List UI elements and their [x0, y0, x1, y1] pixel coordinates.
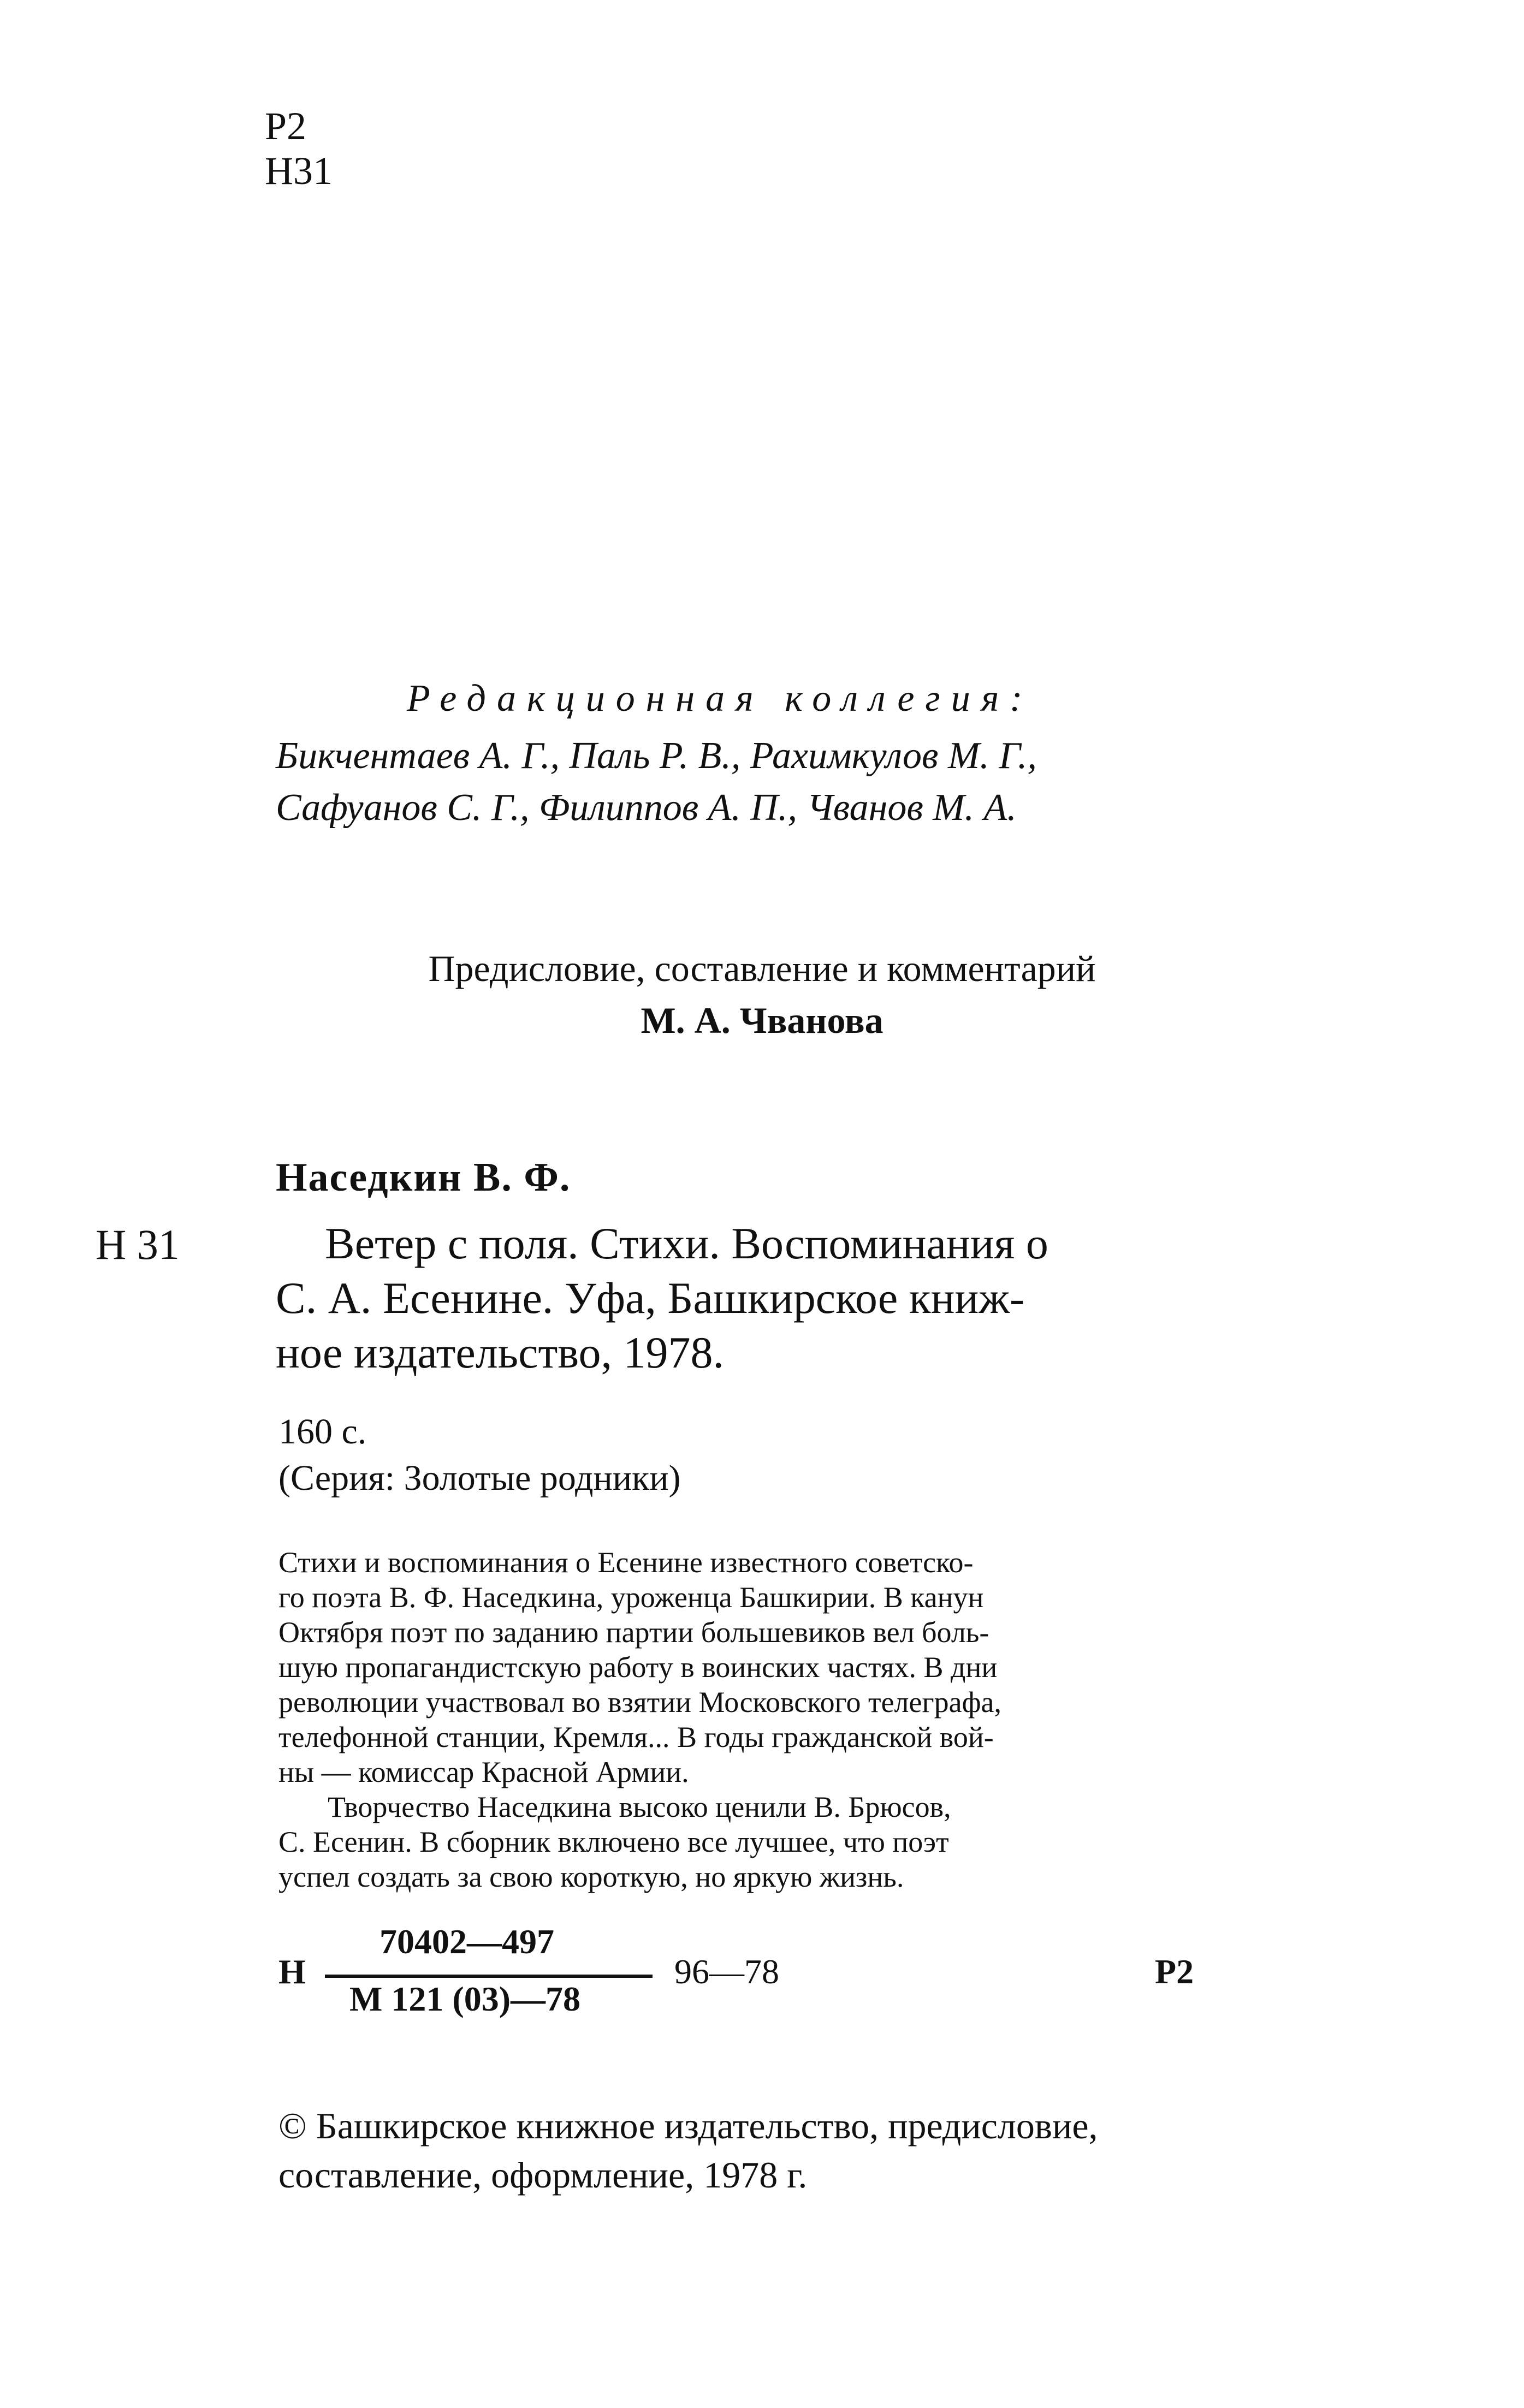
code-denominator: М 121 (03)—78 — [349, 1979, 581, 2018]
index-code: Н 31 — [96, 1221, 180, 1268]
code-prefix: Н — [278, 1952, 306, 1991]
title-line-2: С. А. Есенине. Уфа, Башкирское книж- — [276, 1273, 1025, 1323]
annotation-line: го поэта В. Ф. Наседкина, уроженца Башкирии. В канун — [278, 1581, 984, 1614]
copyright-line-1: © Башкирское книжное издательство, предисловие, — [278, 2105, 1098, 2147]
preface-author: М. А. Чванова — [641, 1000, 883, 1041]
annotation-line: телефонной станции, Кремля... В годы гражданской вой- — [278, 1721, 994, 1753]
code-numerator: 70402—497 — [379, 1922, 554, 1961]
page-count: 160 с. — [278, 1412, 367, 1452]
title-line-3: ное издательство, 1978. — [276, 1328, 725, 1377]
annotation-line: ны — комиссар Красной Армии. — [278, 1756, 689, 1788]
editorial-board-heading: Редакционная коллегия: — [407, 677, 1034, 720]
annotation-line: Стихи и воспоминания о Есенине известного советско- — [278, 1546, 974, 1579]
annotation — [278, 1545, 1207, 1894]
series-name: (Серия: Золотые родники) — [278, 1458, 681, 1498]
classification-code — [265, 104, 333, 193]
annotation-line: Творчество Наседкина высоко ценили В. Брюсов, — [328, 1791, 951, 1823]
classification-line-2: Н31 — [265, 149, 333, 193]
annotation-line: Октября поэт по заданию партии большевиков вел боль- — [278, 1616, 989, 1649]
annotation-line: революции участвовал во взятии Московского телеграфа, — [278, 1686, 1002, 1719]
title-line-1: Ветер с поля. Стихи. Воспоминания о — [325, 1218, 1048, 1268]
annotation-line: успел создать за свою короткую, но яркую жизнь. — [278, 1860, 904, 1893]
annotation-line: С. Есенин. В сборник включено все лучшее, что поэт — [278, 1826, 949, 1858]
code-suffix: 96—78 — [674, 1952, 779, 1991]
code-class: Р2 — [1155, 1952, 1194, 1991]
preface-credit: Предисловие, составление и комментарий — [428, 948, 1096, 989]
copyright-line-2: составление, оформление, 1978 г. — [278, 2154, 808, 2196]
classification-line-1: Р2 — [265, 104, 307, 148]
editorial-board-line-1: Бикчентаев А. Г., Паль Р. В., Рахимкулов М. Г., — [276, 735, 1037, 777]
fraction-bar — [325, 1975, 653, 1978]
editorial-board-line-2: Сафуанов С. Г., Филиппов А. П., Чванов М. А. — [276, 787, 1017, 829]
annotation-line: шую пропагандистскую работу в воинских частях. В дни — [278, 1651, 998, 1684]
author-name: Наседкин В. Ф. — [276, 1155, 571, 1200]
